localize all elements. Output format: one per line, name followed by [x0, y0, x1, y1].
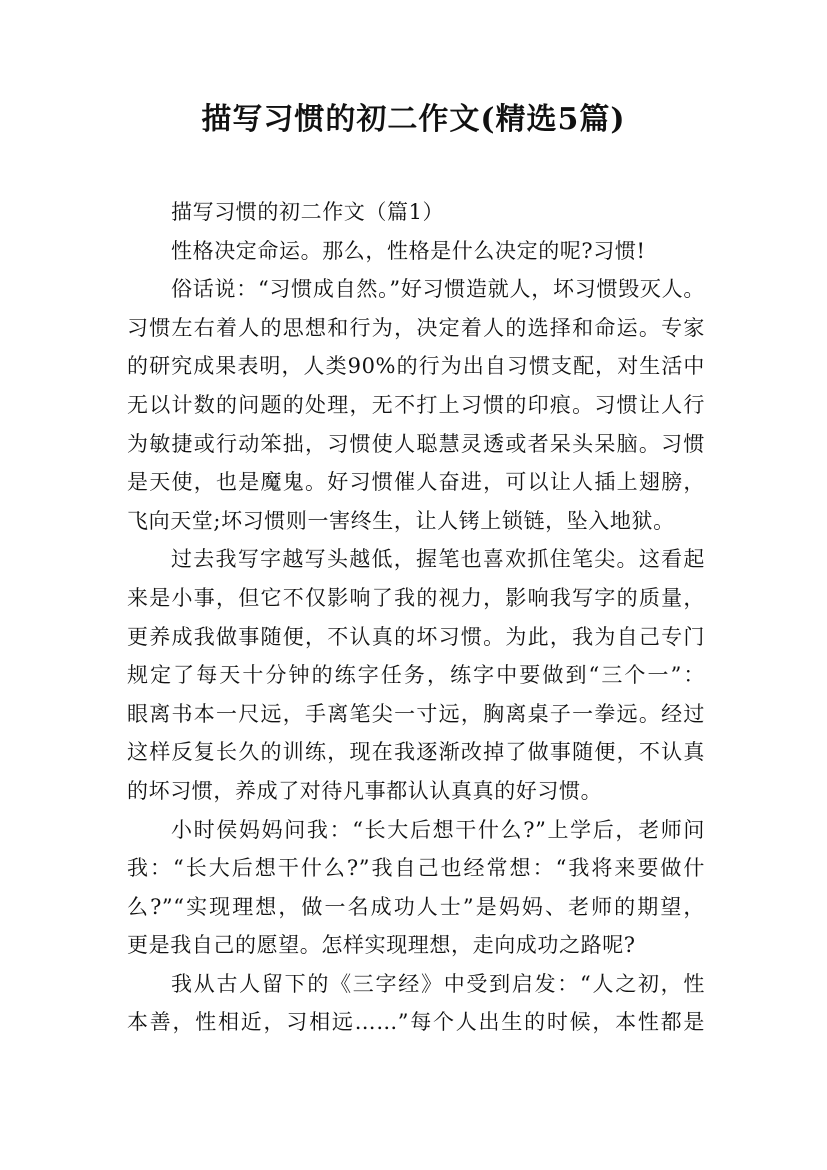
text-line: 的研究成果表明，人类90%的行为出自习惯支配，对生活中: [127, 354, 705, 379]
text-line: 更是我自己的愿望。怎样实现理想，走向成功之路呢?: [127, 933, 636, 958]
text-line: 无以计数的问题的处理，无不打上习惯的印痕。习惯让人行: [127, 392, 705, 417]
text-line: 习惯左右着人的思想和行为，决定着人的选择和命运。专家: [127, 315, 705, 340]
text-line: 我：“长大后想干什么?”我自己也经常想：“我将来要做什: [127, 856, 705, 881]
document-body: [127, 193, 705, 1042]
document-title: 描写习惯的初二作文(精选5篇): [201, 102, 626, 137]
text-line: 性格决定命运。那么，性格是什么决定的呢?习惯!: [171, 238, 646, 263]
text-line: 描写习惯的初二作文（篇1）: [171, 200, 445, 224]
text-line: 的坏习惯，养成了对待凡事都认认真真的好习惯。: [127, 778, 603, 803]
text-line: 这样反复长久的训练，现在我逐渐改掉了做事随便，不认真: [127, 740, 705, 765]
text-line: 小时侯妈妈问我：“长大后想干什么?”上学后，老师问: [171, 817, 705, 842]
text-line: 本善，性相近，习相远……”每个人出生的时候，本性都是: [127, 1010, 705, 1035]
text-line: 么?”“实现理想，做一名成功人士”是妈妈、老师的期望，: [127, 894, 705, 919]
text-line: 来是小事，但它不仅影响了我的视力，影响我写字的质量，: [127, 585, 705, 610]
text-line: 过去我写字越写头越低，握笔也喜欢抓住笔尖。这看起: [171, 547, 705, 572]
text-line: 更养成我做事随便，不认真的坏习惯。为此，我为自己专门: [127, 624, 705, 649]
text-line: 规定了每天十分钟的练字任务，练字中要做到“三个一”：: [127, 663, 705, 688]
text-line: 飞向天堂;坏习惯则一害终生，让人铐上锁链，坠入地狱。: [127, 508, 675, 533]
text-line: 俗话说：“习惯成自然。”好习惯造就人，坏习惯毁灭人。: [171, 277, 705, 302]
text-line: 为敏捷或行动笨拙，习惯使人聪慧灵透或者呆头呆脑。习惯: [127, 431, 705, 456]
text-line: 眼离书本一尺远，手离笔尖一寸远，胸离桌子一拳远。经过: [127, 701, 705, 726]
text-line: 是天使，也是魔鬼。好习惯催人奋进，可以让人插上翅膀，: [127, 470, 705, 495]
text-line: 我从古人留下的《三字经》中受到启发：“人之初，性: [171, 971, 705, 996]
